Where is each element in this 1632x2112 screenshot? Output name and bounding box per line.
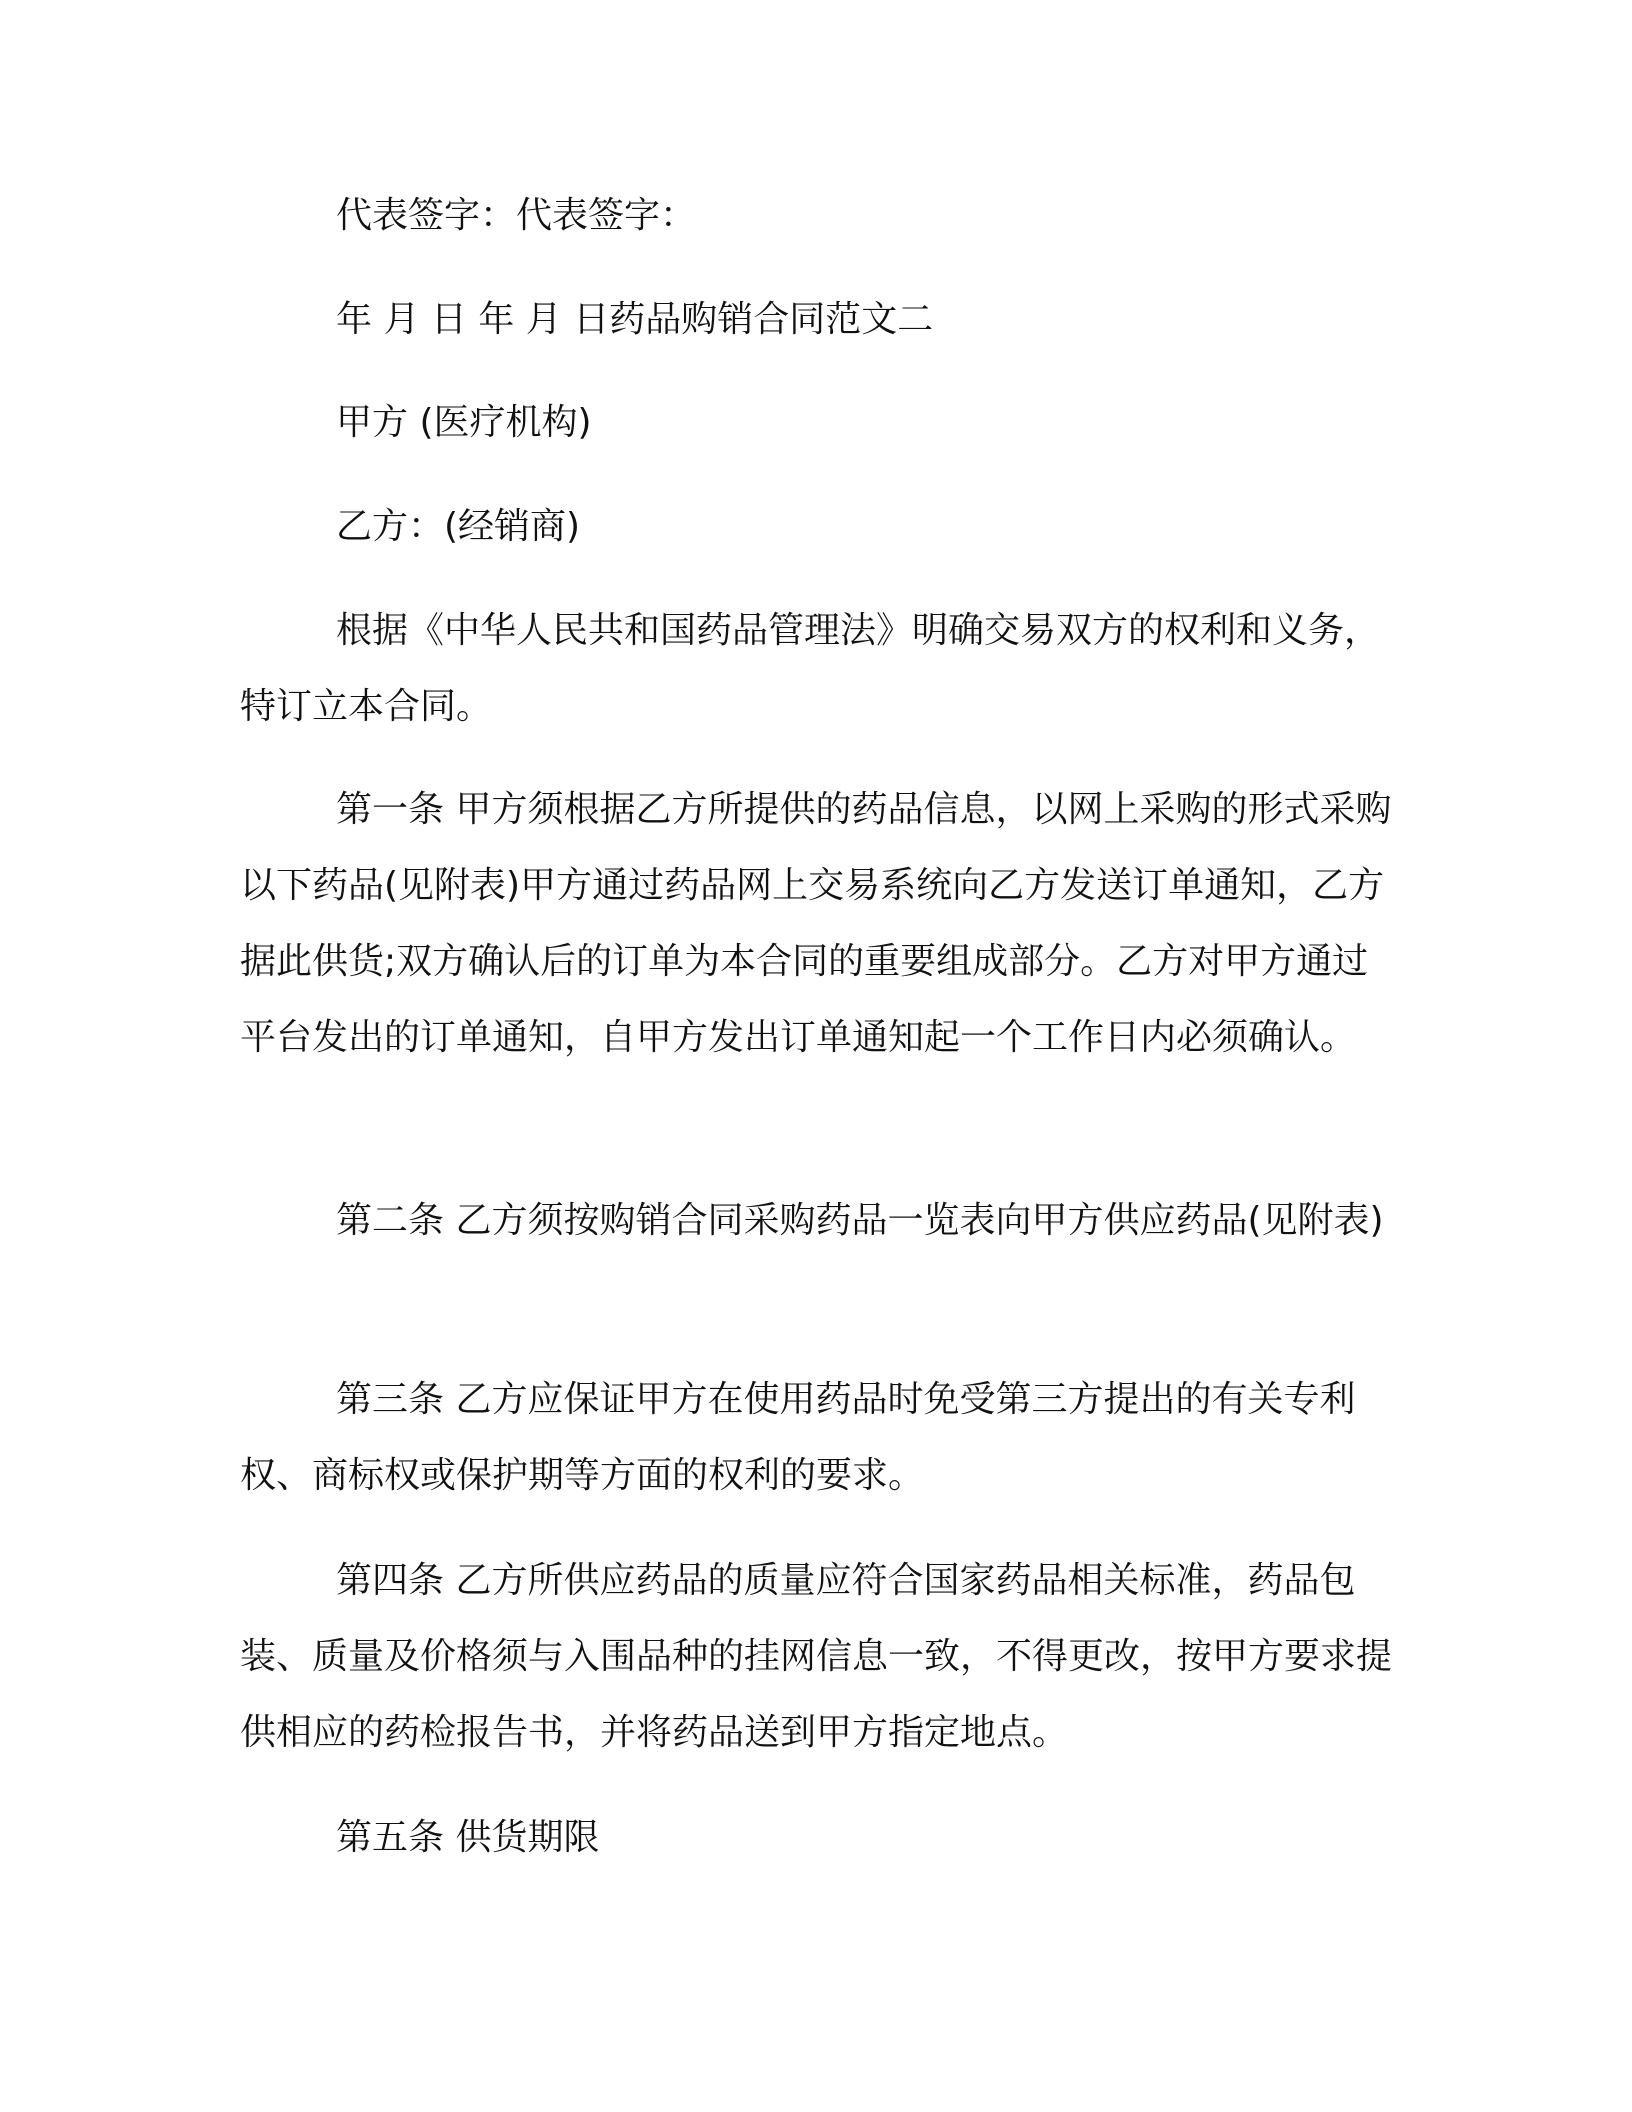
article-3-paragraph: 第三条 乙方应保证甲方在使用药品时免受第三方提出的有关专利权、商标权或保护期等方面的权利的要求。 [240, 1379, 1356, 1496]
article-1-paragraph: 第一条 甲方须根据乙方所提供的药品信息，以网上采购的形式采购以下药品(见附表)甲方通过药品网上交易系统向乙方发送订单通知，乙方据此供货;双方确认后的订单为本合同的重要组成部分。乙方对甲方通过平台发出的订单通知，自甲方发出订单通知起一个工作日内必须确认。 [240, 789, 1392, 1058]
article-4-paragraph: 第四条 乙方所供应药品的质量应符合国家药品相关标准，药品包装、质量及价格须与入围品种的挂网信息一致，不得更改，按甲方要求提供相应的药检报告书，并将药品送到甲方指定地点。 [240, 1560, 1393, 1753]
signature-line: 代表签字：代表签字： [336, 195, 697, 236]
article-5-heading: 第五条 供货期限 [336, 1817, 600, 1858]
date-title-line: 年 月 日 年 月 日药品购销合同范文二 [336, 299, 934, 340]
article-2-paragraph: 第二条 乙方须按购销合同采购药品一览表向甲方供应药品(见附表) [336, 1200, 1384, 1241]
preamble-paragraph: 根据《中华人民共和国药品管理法》明确交易双方的权利和义务，特订立本合同。 [240, 610, 1381, 727]
party-b-line: 乙方：(经销商) [336, 506, 581, 547]
party-a-line: 甲方 (医疗机构) [336, 402, 592, 443]
